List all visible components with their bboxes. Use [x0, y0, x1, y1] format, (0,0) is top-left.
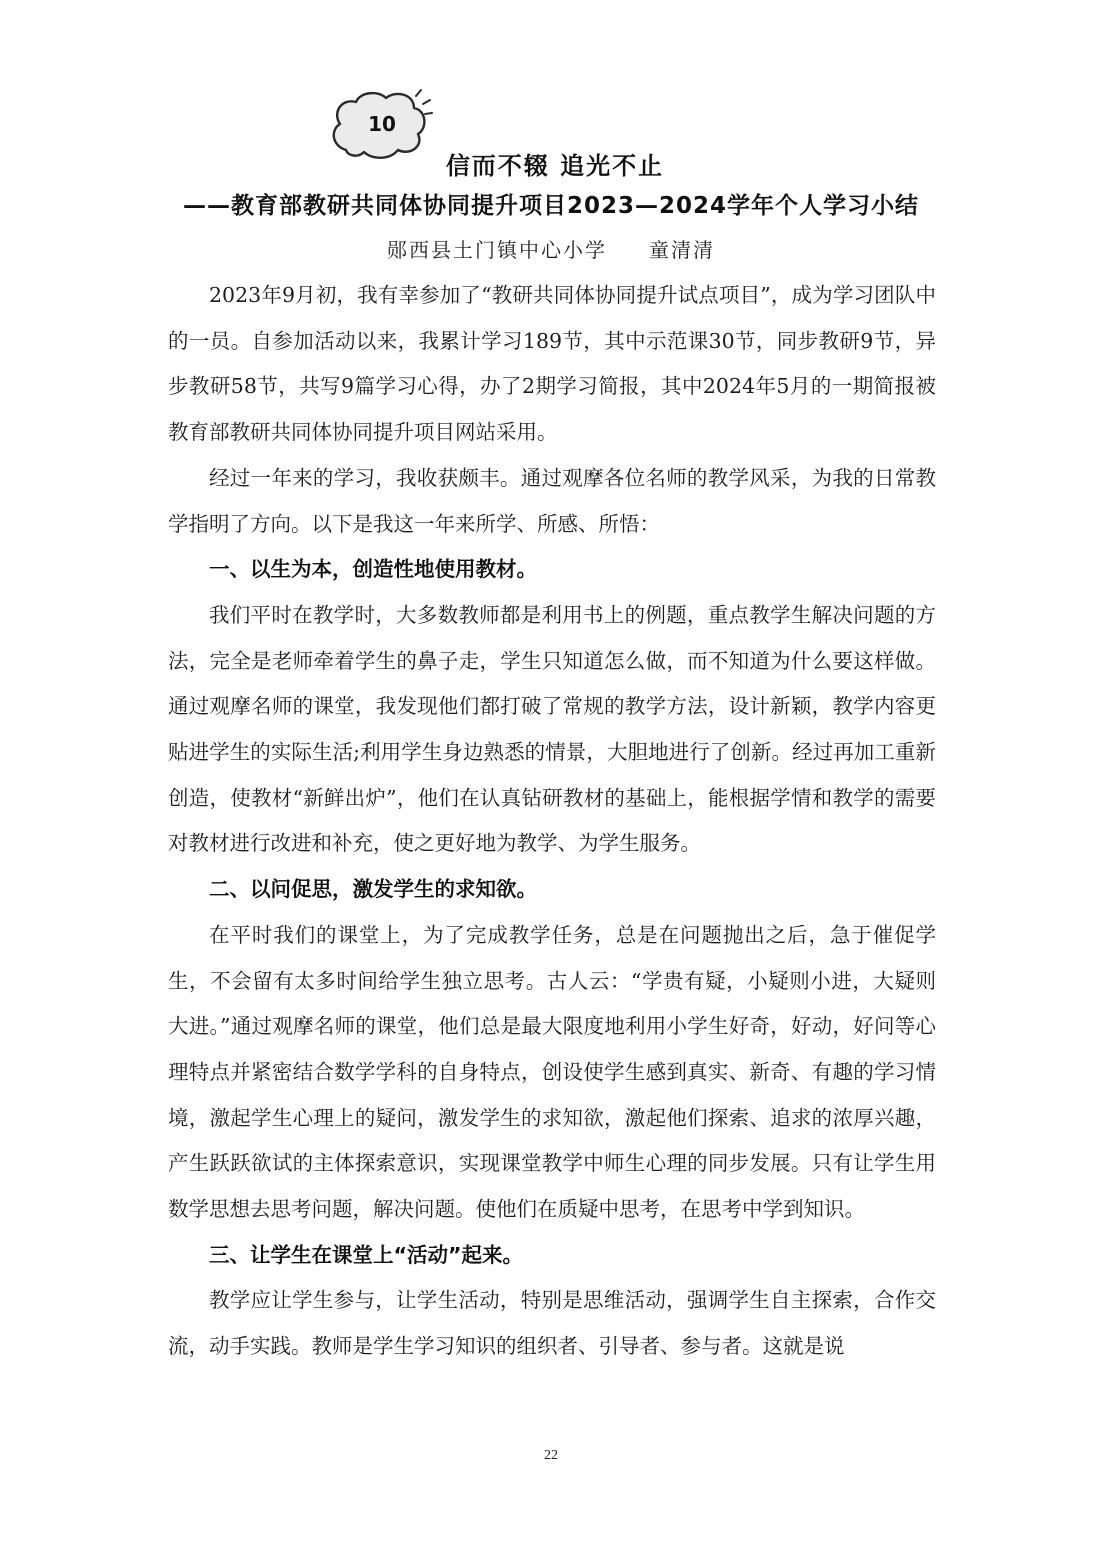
article-subtitle: ——教育部教研共同体协同提升项目2023—2024学年个人学习小结 [182, 193, 920, 219]
page-number: 22 [544, 1448, 558, 1463]
paragraph: 我们平时在教学时，大多数教师都是利用书上的例题，重点教学生解决问题的方法，完全是老师牵着学生的鼻子走，学生只知道怎么做，而不知道为什么要这样做。通过观摩名师的课堂，我发现他们都打破了常规的教学方法，设计新颖，教学内容更贴进学生的实际生活;利用学生身边熟悉的情景，大胆地进行了创新。经过再加工重新创造，使教材“新鲜出炉”，他们在认真钻研教材的基础上，能根据学情和教学的需要对教材进行改进和补充，使之更好地为教学、为学生服务。 [168, 602, 936, 856]
section-heading: 二、以问促思，激发学生的求知欲。 [209, 877, 537, 902]
paragraph: 经过一年来的学习，我收获颇丰。通过观摩各位名师的教学风采，为我的日常教学指明了方向。以下是我这一年来所学、所感、所悟： [168, 465, 936, 536]
paragraph: 在平时我们的课堂上，为了完成教学任务，总是在问题抛出之后，急于催促学生，不会留有太多时间给学生独立思考。古人云：“学贵有疑，小疑则小进，大疑则大进。”通过观摩名师的课堂，他们总是最大限度地利用小学生好奇，好动，好问等心理特点并紧密结合数学学科的自身特点，创设使学生感到真实、新奇、有趣的学习情境，激起学生心理上的疑问，激发学生的求知欲，激起他们探索、追求的浓厚兴趣，产生跃跃欲试的主体探索意识，实现课堂教学中师生心理的同步发展。只有让学生用数学思想去思考问题，解决问题。使他们在质疑中思考，在思考中学到知识。 [168, 922, 936, 1222]
paragraph: 2023年9月初，我有幸参加了“教研共同体协同提升试点项目”，成为学习团队中的一员。自参加活动以来，我累计学习189节，其中示范课30节，同步教研9节，异步教研58节，共写9篇学习心得，办了2期学习简报，其中2024年5月的一期简报被教育部教研共同体协同提升项目网站采用。 [168, 283, 936, 445]
article-body [168, 273, 936, 1370]
author-line [0, 234, 1102, 263]
paragraph: 教学应让学生参与，让学生活动，特别是思维活动，强调学生自主探索，合作交流，动手实践。教师是学生学习知识的组织者、引导者、参与者。这就是说 [168, 1288, 936, 1359]
chapter-number: 10 [368, 112, 396, 136]
article-title: 信而不辍 追光不止 [445, 152, 665, 180]
section-heading: 三、让学生在课堂上“活动”起来。 [209, 1242, 523, 1267]
section-heading: 一、以生为本，创造性地使用教材。 [209, 557, 537, 582]
author-school: 郧西县土门镇中心小学 [387, 238, 607, 262]
author-name: 童清清 [649, 238, 715, 262]
